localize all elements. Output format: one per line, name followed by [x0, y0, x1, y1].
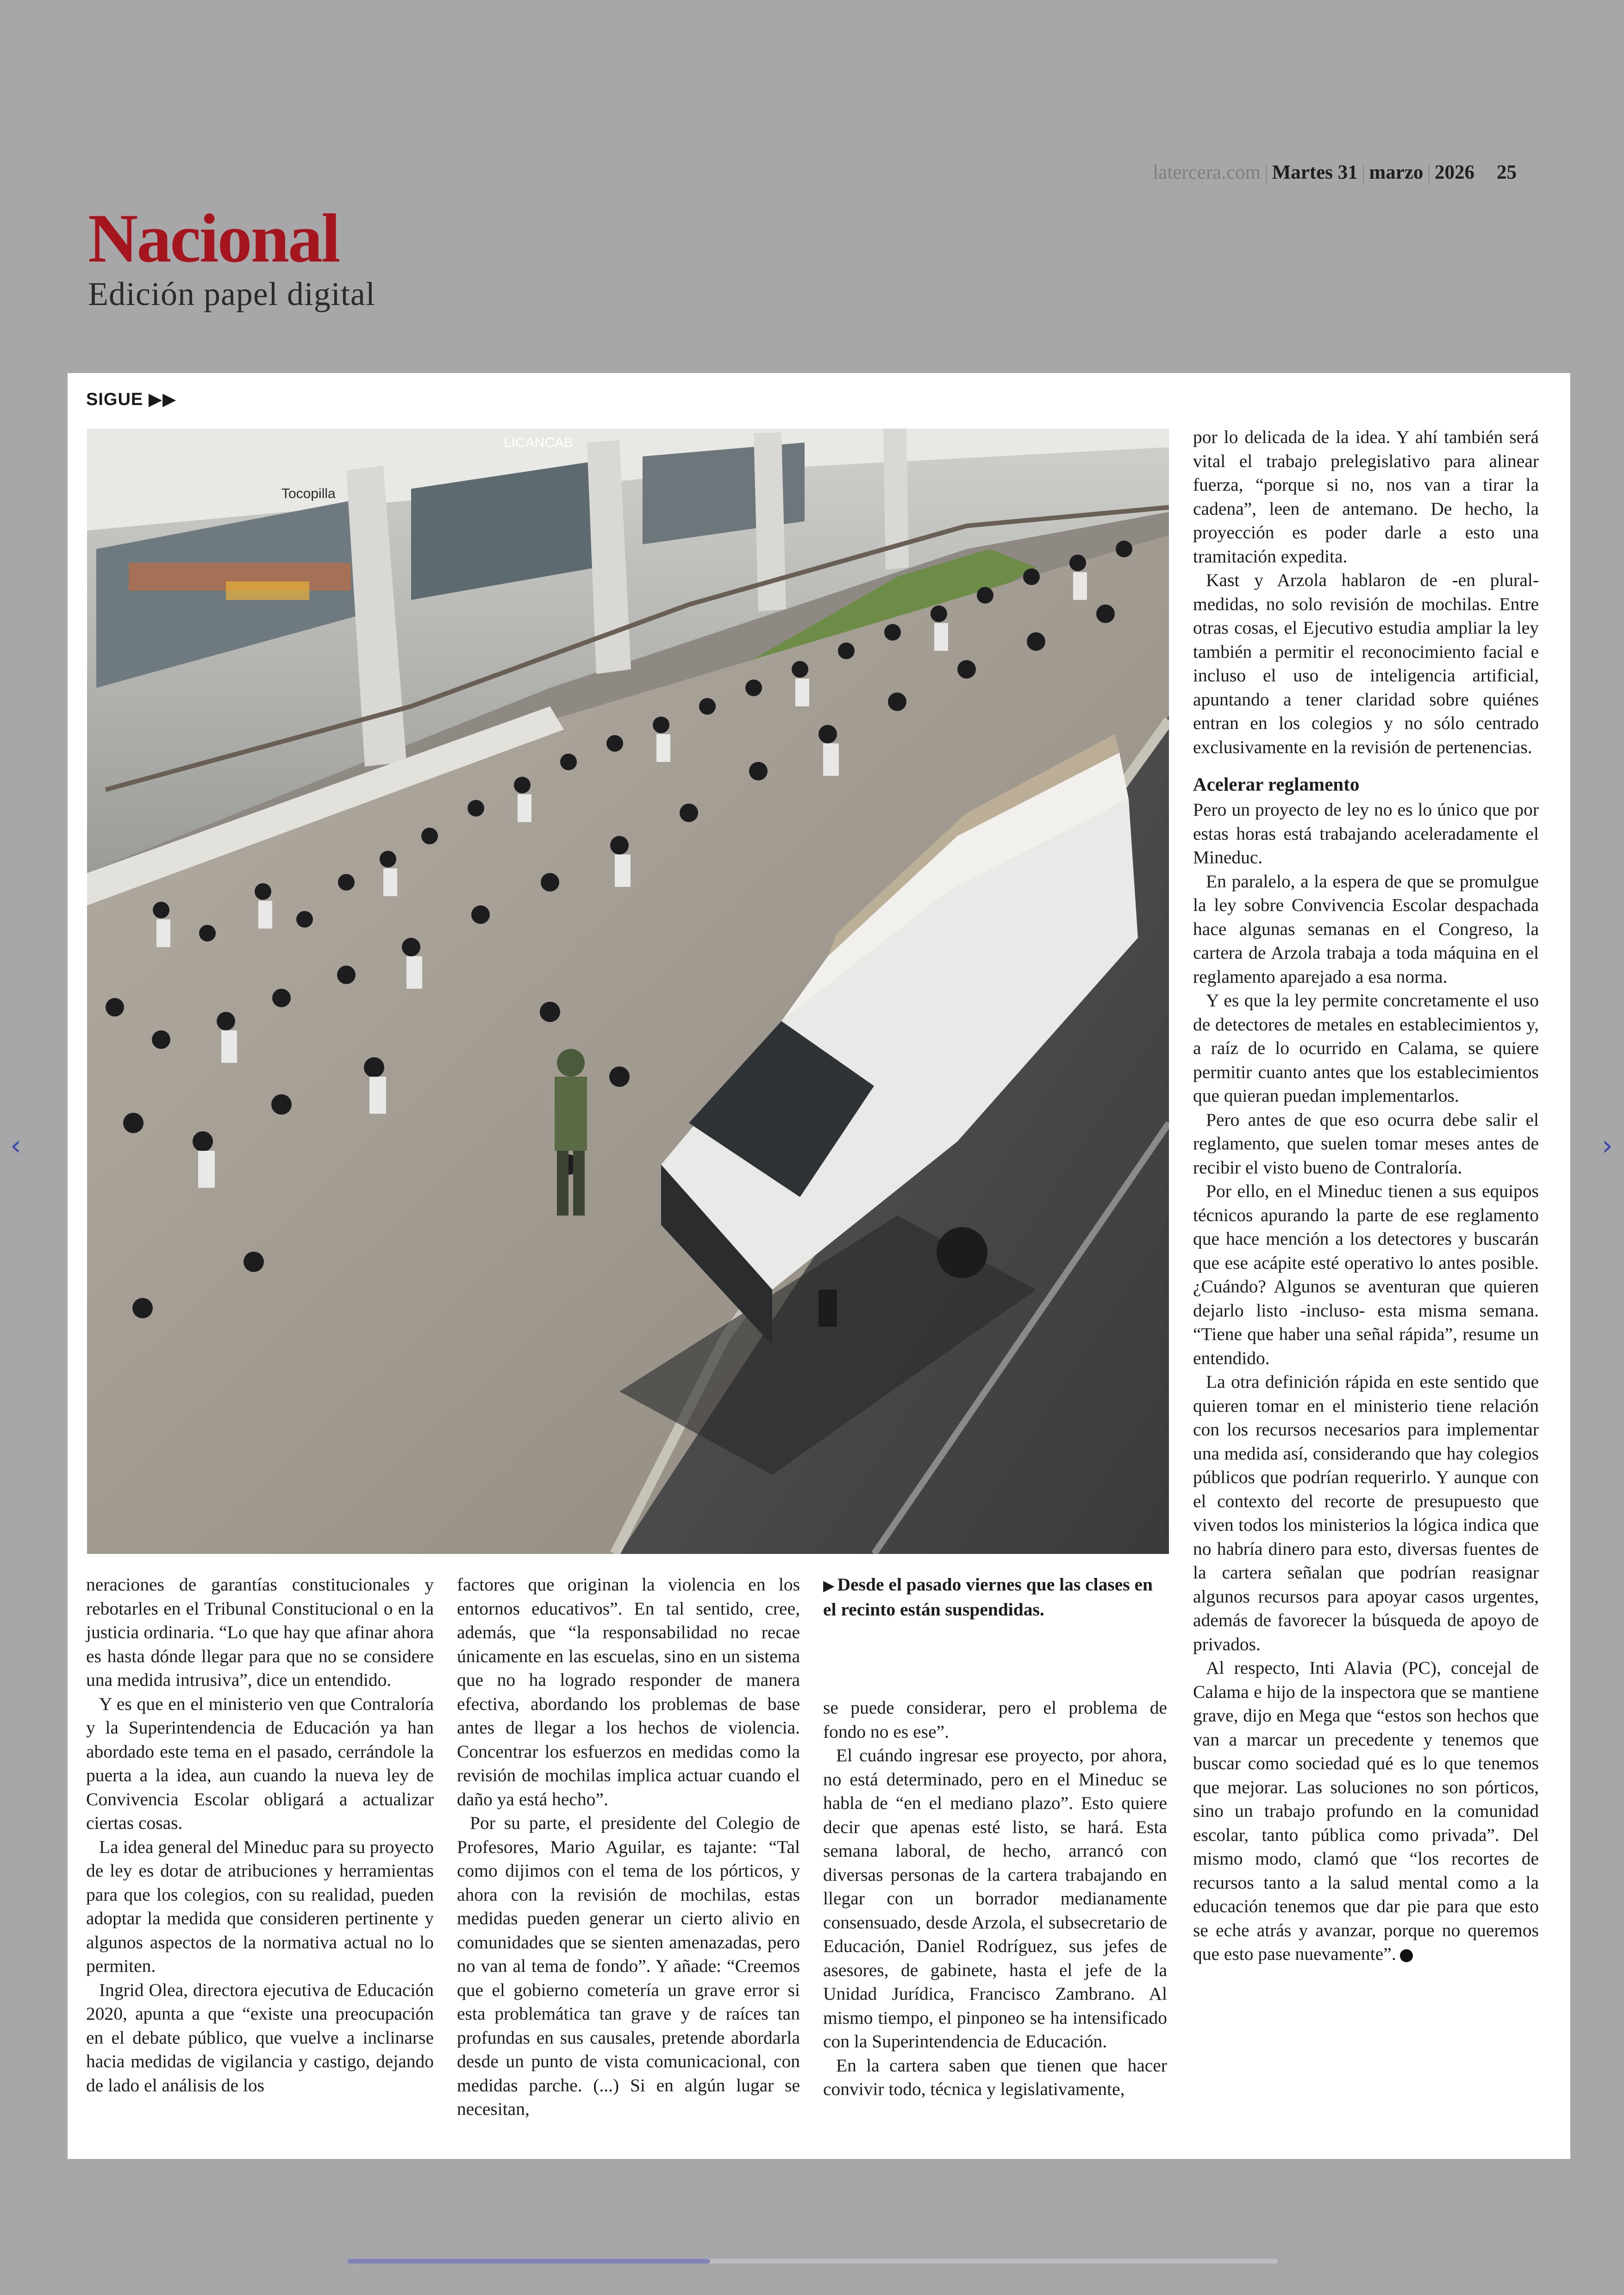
paragraph: La idea general del Mineduc para su proyecto de ley es dotar de atribuciones y herramientas para que los colegios, con su realidad, pueden adoptar la medida que consideren pertinente y algunos aspectos de la normativa actual no lo permiten. — [86, 1836, 434, 1976]
paragraph: La otra definición rápida en este sentido que quieren tomar en el ministerio tiene relación con los recursos necesarios para implementar una medida así, considerando que hay colegios públicos que podrían requerirlo. Y aunque con el contexto del recorte de presupuesto que viven todos los ministerios la lógica indica que no habría dinero para esto, diversas fuentes de la cartera señalan que podrían reasignar algunos recursos para apoyar casos urgentes, además de favorecer la búsqueda de apoyo de privados. — [1193, 1372, 1539, 1654]
newspaper-page — [68, 373, 1570, 2159]
date-month: marzo — [1369, 162, 1424, 183]
paragraph: Por ello, en el Mineduc tienen a sus equipos técnicos apurando la parte de ese reglamento que hace mención a los detectores y buscarán que ese acápite esté operativo lo antes posible. ¿Cuándo? Algunos se aventuran que quieren dejarlo listo -incluso- esta misma semana. “Tiene que haber una señal rápida”, resume un entendido. — [1193, 1181, 1539, 1368]
article-column-1 — [86, 1573, 434, 2097]
subheading: Acelerar reglamento — [1193, 773, 1360, 795]
progress-fill — [347, 2259, 710, 2264]
article-column-2 — [457, 1573, 800, 2121]
date-year: 2026 — [1435, 162, 1474, 183]
shop-sign-tocopilla: Tocopilla — [281, 486, 336, 501]
paragraph: Y es que la ley permite concretamente el uso de detectores de metales en establecimientos y, a raíz de lo ocurrido en Calama, se quiere permitir cuanto antes que los establecimientos que quieran puedan implementarlos. — [1193, 990, 1539, 1106]
continues-label: SIGUE ▶▶ — [86, 390, 177, 409]
article-column-3 — [823, 1696, 1167, 2102]
end-mark-icon — [1400, 1949, 1413, 1962]
paragraph: Y es que en el ministerio ven que Contraloría y la Superintendencia de Educación ya han abordado este tema en el pasado, cerrándole la puerta a la idea, aun cuando la nueva ley de Convivencia Escolar obligará a actualizar ciertas cosas. — [86, 1693, 434, 1833]
shop-sign-licancab: LICANCAB — [504, 435, 574, 450]
paragraph: Por su parte, el presidente del Colegio de Profesores, Mario Aguilar, es tajante: “Tal como dijimos con el tema de los pórticos, y ahora con la revisión de mochilas, estas medidas pueden generar un cierto alivio en comunidades que se sienten amenazadas, pero no van al tema de fondo”. Y añade: “Creemos que el gobierno cometería un grave error si esta problemática tan grave y de raíces tan profundas en sus causales, pretende abordarla desde un punto de vista comunicacional, con medidas parche. (...) Si en algún lugar se necesitan, — [457, 1813, 800, 2119]
paragraph: Pero un proyecto de ley no es lo único que por estas horas está trabajando aceleradamente el Mineduc. — [1193, 799, 1539, 867]
paragraph: por lo delicada de la idea. Y ahí también será vital el trabajo prelegislativo para alinear fuerza, “porque si no, nos van a tirar la cadena”, leen de antemano. De hecho, la proyección es poder darle a esto una tramitación expedita. — [1193, 427, 1539, 567]
masthead — [0, 0, 1624, 370]
double-arrow-icon: ▶▶ — [148, 390, 177, 409]
edition-label: Edición papel digital — [88, 275, 375, 312]
photo-caption: ▶ Desde el pasado viernes que las clases en el recinto están suspendidas. — [823, 1574, 1153, 1620]
paragraph: factores que originan la violencia en los entornos educativos”. En tal sentido, cree, además, que “la responsabilidad no recae únicamente en las escuelas, sino en un sistema que no ha logrado responder de manera efectiva, abordando los problemas de base antes de llegar a los hechos de violencia. Concentrar los esfuerzos en medidas como la revisión de mochilas implica actuar cuando el daño ya está hecho”. — [457, 1574, 800, 1809]
paragraph: Kast y Arzola hablaron de -en plural- medidas, no solo revisión de mochilas. Entre otras cosas, el Ejecutivo estudia ampliar la ley también a permitir el reconocimiento facial e incluso el uso de inteligencia artificial, apuntando a tener claridad sobre quiénes entran en los colegios y no sólo centrado exclusivamente en la revisión de pertenencias. — [1193, 570, 1539, 757]
paragraph: Pero antes de que eso ocurra debe salir el reglamento, que suelen tomar meses antes de recibir el visto bueno de Contraloría. — [1193, 1109, 1539, 1178]
paragraph-last: Al respecto, Inti Alavia (PC), concejal de Calama e hijo de la inspectora que se mantiene grave, dijo en Mega que “estos son hechos que van a marcar un precedente y tenemos que buscar como sociedad qué es lo que tenemos que mejorar. Las soluciones no son pórticos, sino un trabajo profundo en la comunidad escolar, tanto pública como privada”. Del mismo modo, clamó que “los recortes de recursos tanto a la salud mental como a la educación tenemos que dar pie para que esto se eche atrás y avanzar, porque no queremos que esto pase nuevamente”. — [1193, 1658, 1539, 1964]
prev-page-button[interactable]: ‹ — [10, 1129, 21, 1162]
paragraph: En la cartera saben que tienen que hacer convivir todo, técnica y legislativamente, — [823, 2055, 1167, 2099]
paragraph: se puede considerar, pero el problema de fondo no es ese”. — [823, 1697, 1167, 1742]
section-title: Nacional — [88, 200, 339, 277]
article-column-4 — [1193, 425, 1539, 1966]
site-name: latercera.com — [1153, 162, 1261, 183]
paragraph: En paralelo, a la espera de que se promulgue la ley sobre Convivencia Escolar despachada hace algunas semanas en el Congreso, la cartera de Arzola trabaja a toda máquina en el reglamento aparejado a esa norma. — [1193, 871, 1539, 987]
paragraph: Ingrid Olea, directora ejecutiva de Educación 2020, apunta a que “existe una preocupación en el debate público, que vuelve a inclinarse hacia medidas de vigilancia y castigo, dejando de lado el análisis de los — [86, 1979, 434, 2095]
caption-arrow-icon: ▶ — [823, 1577, 835, 1594]
article-photo — [87, 429, 1169, 1554]
date-day: Martes 31 — [1272, 162, 1358, 183]
next-page-button[interactable]: › — [1602, 1129, 1613, 1162]
dateline: latercera.com | Martes 31 | marzo | 2026 25 — [1153, 162, 1517, 183]
paragraph: El cuándo ingresar ese proyecto, por ahora, no está determinado, pero en el Mineduc se habla de “en el mediano plazo”. Esto quiere decir que apenas esté listo, se hará. Esta semana laboral, de hecho, arrancó con diversas personas de la cartera trabajando en llegar con un borrador medianamente consensuado, desde Arzola, el subsecretario de Educación, Daniel Rodríguez, sus jefes de asesores, de gabinete, hasta el jefe de la Unidad Jurídica, Francisco Zambrano. Al mismo tiempo, el pinponeo se ha intensificado con la Superintendencia de Educación. — [823, 1745, 1167, 2052]
page-number: 25 — [1497, 162, 1517, 183]
page-progress-bar[interactable] — [347, 2259, 1278, 2264]
student-march-photo — [87, 429, 1169, 1554]
paragraph: neraciones de garantías constitucionales y rebotarles en el Tribunal Constitucional o en la justicia ordinaria. “Lo que hay que afinar ahora es hasta dónde llegar para que no se considere una medida intrusiva”, dice un entendido. — [86, 1574, 434, 1690]
